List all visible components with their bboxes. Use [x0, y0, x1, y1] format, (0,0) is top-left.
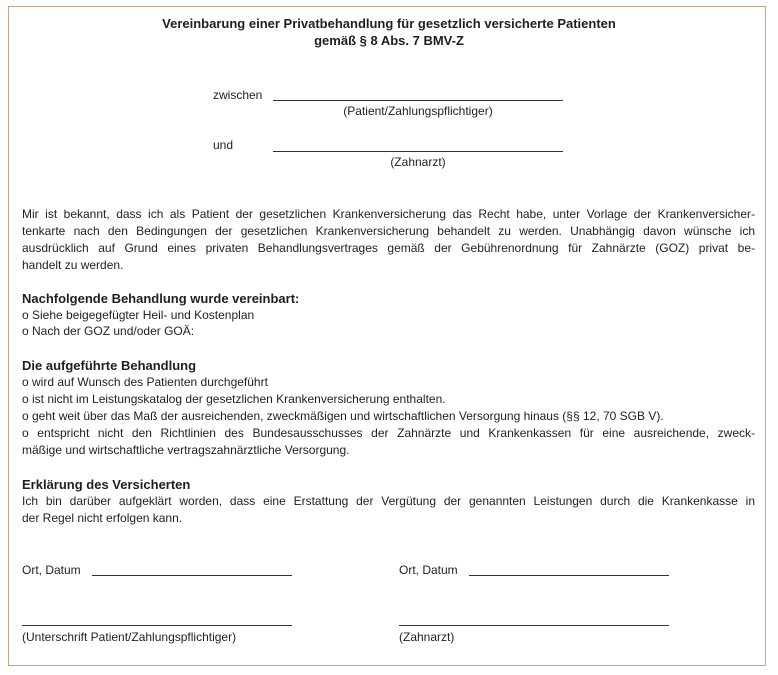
option-not-guidelines[interactable]: o entspricht nicht den Richtlinien des Bundesausschusses der Zahnärzte und Krankenkassen für eine ausreichende, zweck-	[22, 426, 755, 440]
place-date-line-left[interactable]	[92, 575, 292, 576]
option-not-in-catalog[interactable]: o ist nicht im Leistungskatalog der gesetzlichen Krankenversicherung enthalten.	[22, 392, 446, 406]
dentist-signature-caption: (Zahnarzt)	[399, 630, 455, 644]
dentist-signature-line[interactable]	[399, 625, 669, 626]
option-cost-plan[interactable]: o Siehe beigegefügter Heil- und Kostenplan	[22, 308, 255, 322]
treatment-heading: Nachfolgende Behandlung wurde vereinbart:	[22, 291, 300, 306]
listed-treatment-heading: Die aufgeführte Behandlung	[22, 358, 197, 373]
between-label: zwischen	[213, 88, 263, 102]
patient-signature-caption: (Unterschrift Patient/Zahlungspflichtiger)	[22, 630, 237, 644]
intro-line: tenkarte nach den Bedingungen der gesetzlichen Krankenversicherung behandelt zu werden. Unabhängig davon wünsche ich	[22, 224, 755, 238]
declaration-text: der Regel nicht erfolgen kann.	[22, 511, 183, 525]
option-goz-goae[interactable]: o Nach der GOZ und/oder GOÄ:	[22, 324, 195, 338]
intro-line: Mir ist bekannt, dass ich als Patient der gesetzlichen Krankenversicherung das Recht habe, unter Vorlage der Krankenversicher-	[22, 207, 755, 221]
declaration-heading: Erklärung des Versicherten	[22, 477, 191, 492]
and-label: und	[213, 138, 234, 152]
patient-caption: (Patient/Zahlungspflichtiger)	[343, 104, 493, 118]
intro-line: ausdrücklich auf Grund eines privaten Behandlungsvertrages gemäß der Gebührenordnung für Zahnärzte (GOZ) privat be-	[22, 241, 755, 255]
form-subtitle: gemäß § 8 Abs. 7 BMV-Z	[314, 33, 464, 48]
dentist-name-line[interactable]	[273, 151, 563, 152]
declaration-text: Ich bin darüber aufgeklärt worden, dass eine Erstattung der Vergütung der genannten Leistungen durch die Krankenkasse in	[22, 494, 755, 508]
patient-signature-line[interactable]	[22, 625, 292, 626]
intro-line: handelt zu werden.	[22, 258, 124, 272]
patient-name-line[interactable]	[273, 100, 563, 101]
place-date-label-right: Ort, Datum	[399, 563, 458, 577]
place-date-line-right[interactable]	[469, 575, 669, 576]
option-not-guidelines-cont: mäßige und wirtschaftliche vertragszahnärztliche Versorgung.	[22, 443, 350, 457]
place-date-label-left: Ort, Datum	[22, 563, 81, 577]
option-patient-request[interactable]: o wird auf Wunsch des Patienten durchgeführt	[22, 375, 268, 389]
form-title: Vereinbarung einer Privatbehandlung für gesetzlich versicherte Patienten	[162, 16, 616, 31]
dentist-caption: (Zahnarzt)	[390, 155, 446, 169]
option-beyond-care[interactable]: o geht weit über das Maß der ausreichenden, zweckmäßigen und wirtschaftlichen Versorgung hinaus (§§ 12, 70 SGB V).	[22, 409, 664, 423]
